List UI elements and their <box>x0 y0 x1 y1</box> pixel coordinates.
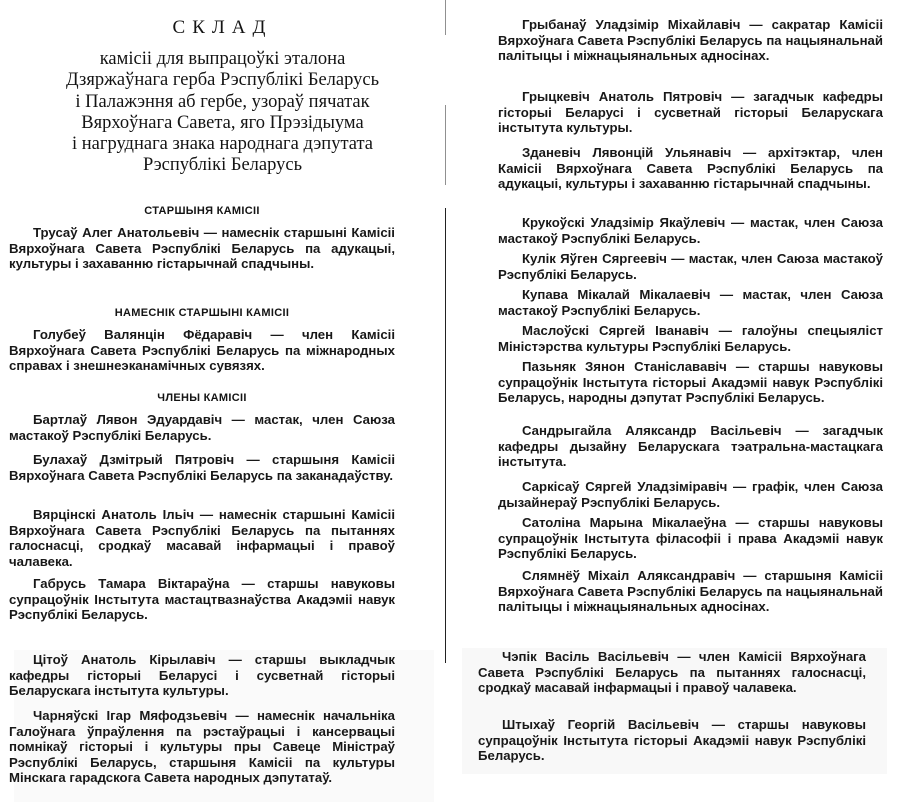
member-description: — старшыня Камісіі Вярхоўнага Савета Рэспублікі Беларусь па заканадаўству. <box>9 452 395 483</box>
member-name: Сатоліна Марына Мікалаеўна <box>522 515 727 530</box>
member-name: Вярцінскі Анатоль Ільіч <box>33 507 195 522</box>
member-description: — старшы навуковы супрацоўнік Інстытута гісторыі Акадэміі навук Рэспублікі Беларусь, народны дэпутат Рэспублікі Беларусь. <box>498 359 883 406</box>
member-description: — старшы навуковы супрацоўнік Інстытута мастацтвазнаўства Акадэміі навук Рэспублікі Беларусь. <box>9 576 395 623</box>
subtitle-line: камісіі для выпрацоўкі эталона <box>99 49 346 69</box>
member-entry <box>498 359 883 406</box>
member-entry <box>9 327 395 374</box>
member-name: Бартлаў Лявон Эдуардавіч <box>33 412 223 427</box>
member-description: — загадчык кафедры гісторыі Беларусі і сусветнай гісторыі Беларускага інстытута культуры. <box>498 89 883 136</box>
member-entry <box>9 576 395 623</box>
member-entry <box>498 515 883 562</box>
member-name: Трусаў Алег Анатольевіч <box>33 225 200 240</box>
member-description: — мастак, член Саюза мастакоў Рэспублікі Беларусь. <box>498 251 883 282</box>
member-name: Сандрыгайла Аляксандр Васільевіч <box>522 423 782 438</box>
column-divider <box>445 0 447 665</box>
member-name: Маслоўскі Сяргей Іванавіч <box>522 323 709 338</box>
member-name: Чарняўскі Ігар Мяфодзьевіч <box>33 708 228 723</box>
member-entry <box>498 251 883 282</box>
member-entry <box>498 323 883 354</box>
member-name: Саркісаў Сяргей Уладзіміравіч <box>522 479 728 494</box>
member-entry <box>498 568 883 615</box>
member-entry <box>9 652 395 699</box>
member-entry <box>498 215 883 246</box>
subtitle-line: і нагруднага знака народнага дэпутата <box>71 134 374 155</box>
member-description: — член Камісіі Вярхоўнага Савета Рэспублікі Беларусь па міжнародных справах і знешнеэканамічных сувязях. <box>9 327 396 374</box>
section-heading-members: ЧЛЕНЫ КАМІСІІ <box>157 392 247 404</box>
member-description: — галоўны спецыяліст Міністэрства культуры Рэспублікі Беларусь. <box>498 323 884 354</box>
member-entry <box>498 479 883 510</box>
subtitle-line: Рэспублікі Беларусь <box>142 155 303 176</box>
member-entry <box>9 225 395 272</box>
subtitle-line: Вярхоўнага Савета, яго Прэзідыума <box>81 112 364 133</box>
member-description: — архітэктар, член Камісіі Вярхоўнага Савета Рэспублікі Беларусь па адукацыі, культуры і захаванню гістарычнай спадчыны. <box>498 145 883 192</box>
member-description: — мастак, член Саюза мастакоў Рэспублікі Беларусь. <box>498 215 883 246</box>
member-name: Чэпік Васіль Васільевіч <box>502 649 669 664</box>
member-description: — намеснік начальніка Галоўнага ўпраўлення па рэстаўрацыі і кансервацыі помнікаў гісторыі і культуры пры Савеце Міністраў Рэспублікі Беларусь, старшыня Камісіі па культуры Мінскага гарадскога Савета народных дэпутатаў. <box>9 708 395 786</box>
subtitle-line: Дзяржаўнага герба Рэспублікі Беларусь <box>65 70 380 91</box>
member-description: — старшыня Камісіі Вярхоўнага Савета Рэспублікі Беларусь па нацыянальнай палітыцы і міжнацыянальных адносінах. <box>498 568 883 615</box>
member-description: — старшы выкладчык кафедры гісторыі Беларусі і сусветнай гісторыі Беларускага інстытута культуры. <box>9 652 395 699</box>
member-description: — старшы навуковы супрацоўнік Інстытута філасофіі і права Акадэміі навук Рэспублікі Беларусь. <box>498 515 883 562</box>
member-description: — графік, член Саюза дызайнераў Рэспублікі Беларусь. <box>498 479 883 510</box>
member-entry <box>9 412 395 443</box>
section-heading-deputy: НАМЕСНІК СТАРШЫНІ КАМІСІІ <box>114 307 290 319</box>
member-name: Купава Мікалай Мікалаевіч <box>522 287 711 302</box>
member-entry <box>478 649 866 696</box>
member-description: — член Камісіі Вярхоўнага Савета Рэспублікі Беларусь па пытаннях галоснасці, сродкаў масавай інфармацыі і правоў чалавека. <box>478 649 866 696</box>
member-name: Булахаў Дзмітрый Пятровіч <box>33 452 235 467</box>
member-name: Кулік Яўген Сяргеевіч <box>522 251 667 266</box>
member-entry <box>498 287 883 318</box>
member-entry <box>498 17 883 64</box>
member-name: Голубеў Валянцін Фёдаравіч <box>33 327 253 342</box>
member-name: Штыхаў Георгій Васільевіч <box>502 717 699 732</box>
member-entry <box>9 708 395 786</box>
member-name: Грыцкевіч Анатоль Пятровіч <box>522 89 723 104</box>
member-entry <box>498 423 883 470</box>
subtitle-line: і Палажэння аб гербе, узораў пячатак <box>75 91 370 112</box>
document-title: СКЛАД <box>172 17 273 38</box>
member-description: — старшы навуковы супрацоўнік Інстытута гісторыі Акадэміі навук Рэспублікі Беларусь. <box>478 717 866 764</box>
member-name: Крукоўскі Уладзімір Якаўлевіч <box>522 215 726 230</box>
member-description: — намеснік старшыні Камісіі Вярхоўнага Савета Рэспублікі Беларусь па пытаннях галоснасці, сродкаў масавай інфармацыі і правоў чалавека. <box>9 507 395 569</box>
member-entry <box>478 717 866 764</box>
member-entry <box>9 452 395 483</box>
member-name: Зданевіч Лявонцій Ульянавіч <box>522 145 732 160</box>
member-name: Пазьняк Зянон Станіслававіч <box>522 359 727 374</box>
section-heading-chair: СТАРШЫНЯ КАМІСІІ <box>144 205 260 217</box>
member-name: Слямнёў Міхаіл Аляксандравіч <box>522 568 736 583</box>
member-entry <box>498 89 883 136</box>
member-description: — сакратар Камісіі Вярхоўнага Савета Рэспублікі Беларусь па нацыянальнай палітыцы і міжнацыянальных адносінах. <box>498 17 883 64</box>
member-description: — мастак, член Саюза мастакоў Рэспублікі Беларусь. <box>498 287 883 318</box>
document-subtitle <box>0 49 445 177</box>
member-description: — мастак, член Саюза мастакоў Рэспублікі Беларусь. <box>9 412 395 443</box>
member-name: Габрусь Тамара Віктараўна <box>33 576 230 591</box>
member-name: Грыбанаў Уладзімір Міхайлавіч <box>522 17 741 32</box>
member-entry <box>498 145 883 192</box>
member-description: — загадчык кафедры дызайну Беларускага тэатральна-мастацкага інстытута. <box>498 423 883 470</box>
member-description: — намеснік старшыні Камісіі Вярхоўнага Савета Рэспублікі Беларусь па адукацыі, культуры і захаванню гістарычнай спадчыны. <box>9 225 395 272</box>
member-entry <box>9 507 395 569</box>
member-name: Цітоў Анатоль Кірылавіч <box>33 652 216 667</box>
